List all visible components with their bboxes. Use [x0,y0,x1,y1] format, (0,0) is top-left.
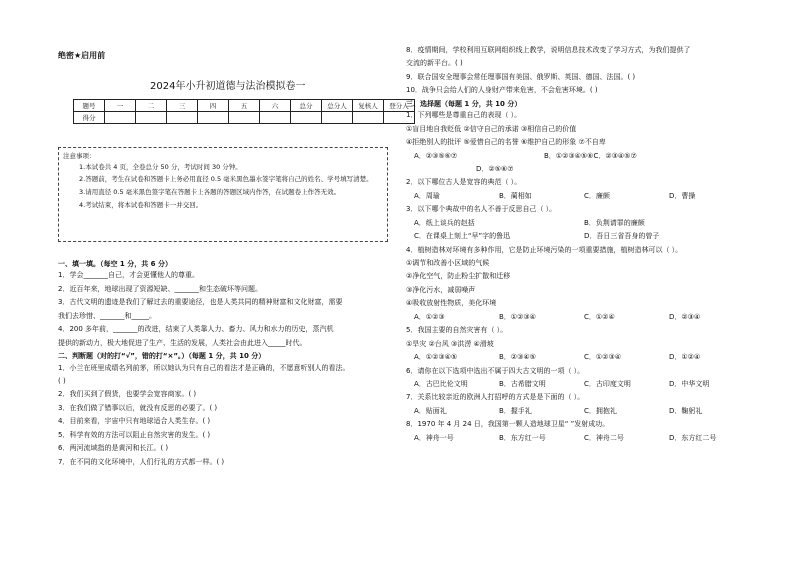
question: 2．以下哪位古人是宽容的典范（ ）。 [406,178,522,187]
choice-c: C．①②④ [584,312,615,321]
choice-row [406,219,754,228]
notice-box [58,147,388,242]
question: 1．下列哪些是尊重自己的表现（ ）。 [406,111,522,120]
choice-d: D．中华文明 [669,379,710,388]
choice-a: A．①②③ [414,312,445,321]
answer-blank: ( ) [58,376,66,385]
choice-row [406,152,754,161]
question: 6．两河流域指的是黄河和长江。( ) [58,444,169,453]
score-cell: 三 [167,100,198,112]
score-cell: 题号 [74,100,105,112]
choice-d: D．②⑤⑥⑦ [476,164,514,173]
choice-a: A．周瑜 [414,191,440,200]
notice-item: 2.答题前，考生在试卷和答题卡上务必用直径 0.5 毫米黑色墨水签字笔将自己的姓名、学号填写清楚。 [79,175,373,184]
question: 4．200 多年前，_______的改进，结束了人类靠人力、畜力、风力和水力的历史，蒸汽机 [58,325,334,334]
choice-d: D．②③④ [669,312,701,321]
score-input-cell[interactable] [105,112,136,124]
secret-label: 绝密★启用前 [58,51,106,60]
choice-b: B．①②③④ [499,312,536,321]
choice-row [406,313,754,322]
choice-b: B．握手礼 [499,406,532,415]
question: 9．联合国安全理事会常任理事国有美国、俄罗斯、英国、德国、法国。( ) [406,72,636,81]
score-cell: 总分人 [322,100,353,112]
question: 8．1970 年 4 月 24 日，我国第一颗人造地球卫星“ ”发射成功。 [406,420,610,429]
score-cell: 六 [260,100,291,112]
question: 6．请你在以下选项中选出不属于四大古文明的一项（ ）。 [406,366,585,375]
score-row-label: 得分 [74,112,105,124]
question-continued: 提供的新动力，极大地促进了生产、生活的发展，人类社会由此进入_____时代。 [58,338,307,347]
question: 10．战争只会给人们的人身财产带来危害，不会危害环境。( ) [406,86,598,95]
question-options: ③净化污水，减弱噪声 [406,285,476,294]
choice-c: C．神舟二号 [584,433,624,442]
score-cell: 五 [229,100,260,112]
notice-item: 3.请用直径 0.5 毫米黑色签字笔在答题卡上各题的答题区域内作答，在试题卷上作答无效。 [79,188,341,197]
choice-a: A．①②③④⑤ [414,353,458,362]
notice-item: 1.本试卷共 4 页，全卷总分 50 分，考试时间 30 分钟。 [79,162,242,171]
score-input-cell[interactable] [136,112,167,124]
choice-a: A．神舟一号 [414,433,454,442]
question: 5．我国主要的自然灾害有（ ）。 [406,326,508,335]
choice-row [406,353,754,362]
choice-b: B．蔺相如 [499,191,532,200]
choice-row [406,192,754,201]
question: 4．目前来看，宇宙中只有地球适合人类生存。( ) [58,417,211,426]
choice-c: C．在课桌上刻上“早”字的鲁迅 [414,232,511,241]
score-input-cell[interactable] [260,112,291,124]
score-input-cell[interactable] [322,112,353,124]
section-fill-in: 一、填一填。（每空 1 分，共 6 分） [58,260,172,268]
choice-c: C．拥抱礼 [584,406,617,415]
score-input-cell[interactable] [291,112,322,124]
score-input-cell[interactable] [198,112,229,124]
notice-title: 注意事项： [63,152,96,160]
score-table-header-row [74,100,415,112]
choice-a: A．纸上谈兵的赵括 [414,218,475,227]
choice-row [406,380,754,389]
question: 5．科学有效的方法可以阻止自然灾害的发生。( ) [58,430,211,439]
question: 7．关系比较亲近的欧洲人打招呼的方式是是下面的（ ）。 [406,393,585,402]
question-options: ④拒绝别人的批评 ⑤爱惜自己的名誉 ⑥维护自己的形象 ⑦不自卑 [406,138,606,147]
notice-item: 4.考试结束，将本试卷和答题卡一并交回。 [79,200,203,209]
score-cell: 二 [136,100,167,112]
choice-a: A．古巴比伦文明 [414,379,468,388]
question: 3．古代文明的遗迹是我们了解过去的重要途径，也是人类共同的精神财富和文化财富，需要 [58,298,343,307]
exam-title: 2024年小升初道德与法治模拟卷一 [150,81,306,92]
choice-c: C．廉颇 [584,191,610,200]
choice-row [406,407,754,416]
score-input-cell[interactable] [229,112,260,124]
score-cell: 一 [105,100,136,112]
choice-a: A．②③⑤⑥⑦ [414,151,458,160]
question: 3．在我们做了错事以后，就没有反思的必要了。( ) [58,403,218,412]
choice-row [406,165,754,174]
choice-b: B．负荆请罪的廉颇 [584,218,645,227]
question-options: ①调节和改善小区域的气候 [406,259,490,267]
question-continued: 我们去珍惜、_______和_____。 [58,311,156,320]
question-continued: 交流的新平台。( ) [406,59,463,68]
choice-b: B．东方红一号 [499,433,546,442]
choice-b: B．古希腊文明 [499,379,546,388]
choice-c: C．古印度文明 [584,379,631,388]
choice-d: D．东方红二号 [669,433,717,442]
question: 3．以下哪个典故中的名人不善于反思自己（ ）。 [406,205,557,214]
score-cell: 复核人 [353,100,384,112]
right-column [406,46,754,447]
question: 7．在不同的文化环境中，人们行礼的方式都一样。( ) [58,457,225,466]
question: 1．学会_______自己，才会更懂他人的尊重。 [58,271,199,280]
question: 2．我们买到了假货，也要学会宽容商家。( ) [58,390,197,399]
question: 8．疫情期间，学校利用互联网组织线上教学，说明信息技术改变了学习方式，为我们提供了 [406,46,691,54]
score-table [73,99,415,124]
question-options: ④吸收放射性物质，美化环境 [406,299,497,308]
question: 1．小兰在班里成绩名列前茅，所以她认为只有自己的看法才是正确的，不愿意听别人的看法。 [58,363,350,372]
choice-row [406,434,754,443]
section-true-false: 二、判断题（对的打“√”，错的打“×”。）（每题 1 分，共 10 分） [58,352,266,361]
question-options: ②净化空气，防止粉尘扩散和迁移 [406,272,511,281]
score-cell: 四 [198,100,229,112]
question: 2．近百年来，地球出现了资源短缺、_______和生态破坏等问题。 [58,284,262,293]
choice-d: D．曹操 [669,191,696,200]
choice-c: C．①②③④ [584,353,621,362]
question-options: ①盲目地自我贬低 ②信守自己的承诺 ③相信自己的价值 [406,124,577,133]
question-options: ①旱灾 ②台风 ③洪涝 ④滑坡 [406,339,494,348]
score-cell: 总分 [291,100,322,112]
score-input-cell[interactable] [167,112,198,124]
score-cell: 登分人 [384,100,415,112]
choice-d: D．鞠躬礼 [669,406,703,415]
choice-b: B．②③④⑤ [499,353,536,362]
choice-row [406,232,754,241]
choice-a: A．贴面礼 [414,406,447,415]
choice-b-c: B．①②③④⑤⑥C．②③④⑤⑦ [544,151,637,160]
choice-d: D．①②④ [669,353,701,362]
section-multiple-choice: 三、选择题（每题 1 分，共 10 分） [406,99,522,108]
score-table-score-row [74,112,415,124]
score-input-cell[interactable] [353,112,384,124]
question: 4．植树造林对环境有多种作用，它是防止环境污染的一项重要措施，植树造林可以（ ）。 [406,245,683,254]
left-column [58,258,388,471]
choice-d: D．吾日三省吾身的曾子 [584,232,660,241]
